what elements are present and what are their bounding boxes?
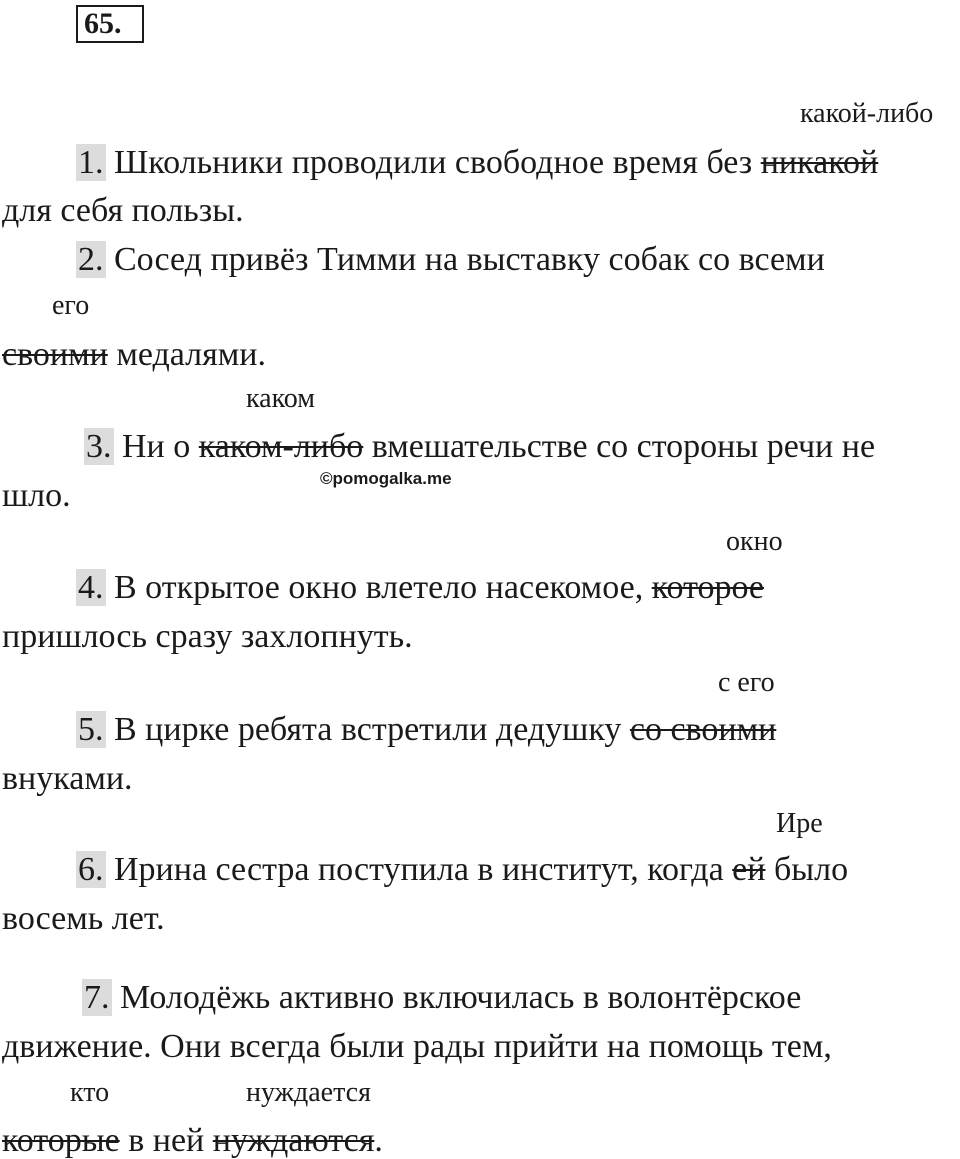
item-text: В открытое окно влетело насекомое, bbox=[114, 569, 644, 606]
correction-5: с его bbox=[718, 667, 775, 698]
item-marker: 3. bbox=[86, 428, 112, 465]
item-text: Школьники проводили свободное время без bbox=[114, 144, 753, 181]
struck-word: никакой bbox=[760, 144, 879, 181]
item-2-line-1 bbox=[76, 243, 825, 277]
correction-3: каком bbox=[246, 383, 315, 414]
exercise-number: 65. bbox=[76, 5, 144, 43]
struck-word: которые bbox=[2, 1122, 120, 1159]
item-text: вмешательстве со стороны речи не bbox=[371, 428, 876, 465]
correction-6: Ире bbox=[776, 808, 823, 839]
watermark: ©pomogalka.me bbox=[320, 469, 452, 488]
correction-7a: кто bbox=[70, 1077, 110, 1108]
correction-2: его bbox=[52, 290, 90, 321]
struck-word: со своими bbox=[629, 711, 777, 748]
item-text: было bbox=[773, 851, 849, 888]
item-6-line-1 bbox=[76, 853, 848, 887]
item-4-line-2: пришлось сразу захлопнуть. bbox=[2, 618, 413, 655]
item-3-line-1 bbox=[84, 430, 875, 464]
item-7-line-1 bbox=[82, 981, 801, 1015]
struck-word: нуждаются bbox=[212, 1122, 375, 1159]
struck-word: своими bbox=[2, 336, 108, 373]
item-1-line-2: для себя пользы. bbox=[2, 192, 244, 229]
item-5-line-1 bbox=[76, 713, 776, 747]
item-marker: 2. bbox=[78, 241, 104, 278]
struck-word: каком-либо bbox=[198, 428, 364, 465]
item-text: медалями. bbox=[116, 336, 266, 373]
item-text: Ни о bbox=[122, 428, 191, 465]
correction-1: какой-либо bbox=[800, 98, 934, 129]
item-text: Молодёжь активно включилась в волонтёрское bbox=[120, 979, 802, 1016]
item-7-line-3 bbox=[2, 1124, 383, 1158]
item-text: Сосед привёз Тимми на выставку собак со всеми bbox=[114, 241, 825, 278]
item-1-line-1 bbox=[76, 146, 878, 180]
item-text: в ней bbox=[128, 1122, 205, 1159]
item-2-line-2 bbox=[2, 338, 266, 372]
struck-word: ей bbox=[732, 851, 766, 888]
item-6-line-2: восемь лет. bbox=[2, 900, 165, 937]
item-5-line-2: внуками. bbox=[2, 760, 133, 797]
item-4-line-1 bbox=[76, 571, 764, 605]
item-marker: 5. bbox=[78, 711, 104, 748]
item-7-line-2: движение. Они всегда были рады прийти на помощь тем, bbox=[2, 1028, 832, 1065]
item-marker: 1. bbox=[78, 144, 104, 181]
item-text: Ирина сестра поступила в институт, когда bbox=[114, 851, 724, 888]
item-marker: 6. bbox=[78, 851, 104, 888]
correction-4: окно bbox=[726, 526, 783, 557]
struck-word: которое bbox=[651, 569, 764, 606]
item-3-line-2: шло. bbox=[2, 477, 71, 514]
item-text: В цирке ребята встретили дедушку bbox=[114, 711, 622, 748]
item-text: . bbox=[374, 1122, 383, 1159]
item-marker: 4. bbox=[78, 569, 104, 606]
item-marker: 7. bbox=[84, 979, 110, 1016]
correction-7b: нуждается bbox=[246, 1077, 371, 1108]
